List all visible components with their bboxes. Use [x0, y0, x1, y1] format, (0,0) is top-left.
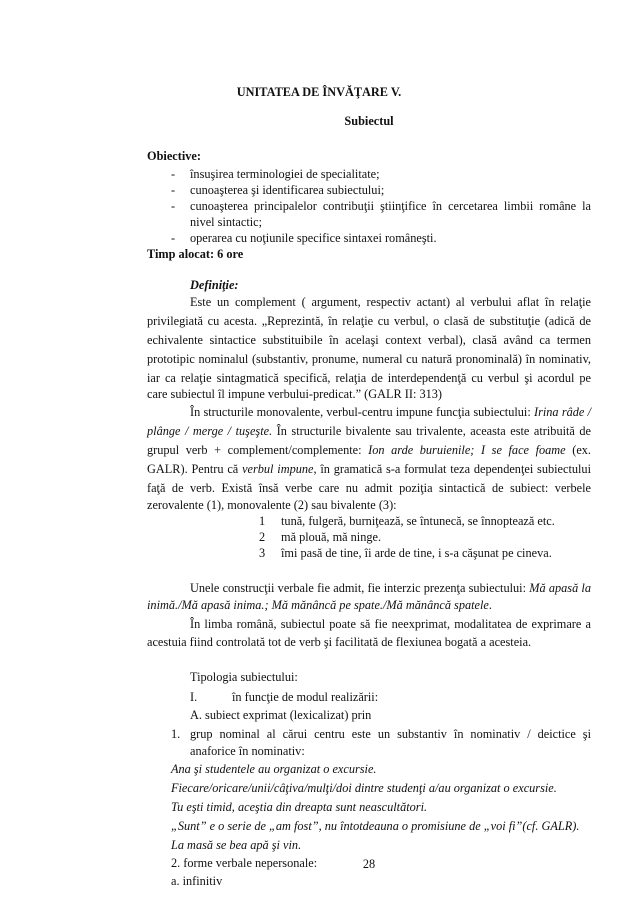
example-number-2: 2 [259, 530, 266, 544]
structures-line-4: GALR). Pentru că verbul impune, în gramatică s-a formulat teza dependenţei subiectului [147, 462, 591, 476]
objective-item-4: operarea cu noţiunile specifice sintaxei româneşti. [190, 231, 437, 245]
example-1: tună, fulgeră, burniţează, se întunecă, se înnoptează etc. [281, 514, 555, 528]
definition-line-3: echivalente sintactice substituibile în acelaşi context verbal), clasă având ca termen [147, 333, 591, 347]
objective-item-2: cunoaşterea şi identificarea subiectului; [190, 183, 385, 197]
example-number-1: 1 [259, 514, 266, 528]
example-sentence-4: „Sunt” e o serie de „am fost”, nu întotdeauna o promisiune de „voi fi”(cf. GALR). [171, 819, 580, 833]
bullet-1: - [171, 167, 176, 181]
constructions-line-1: Unele construcţii verbale fie admit, fie interzic prezenţa subiectului: Mă apasă la [190, 581, 591, 595]
typology-heading: Tipologia subiectului: [190, 670, 298, 684]
typology-number-1: 1. [171, 727, 181, 741]
structures-line-6: zerovalente (1), monovalente (2) sau bivalente (3): [147, 498, 397, 512]
typology-item-2-a: a. infinitiv [171, 874, 223, 888]
time-allocated: Timp alocat: 6 ore [147, 247, 244, 261]
typology-roman-text: în funcţie de modul realizării: [232, 690, 379, 704]
constructions-line-2: inimă./Mă apasă inima.; Mă mănâncă pe spate./Mă mănâncă spatele. [147, 598, 492, 612]
example-sentence-3: Tu eşti timid, aceştia din dreapta sunt neascultători. [171, 800, 428, 814]
example-2: mă plouă, mă ninge. [281, 530, 382, 544]
objective-item-1: însuşirea terminologiei de specialitate; [190, 167, 380, 181]
structures-line-5: faţă de verb. Există însă verbe care nu admit poziţia sintactică de subiect: verbele [147, 481, 591, 495]
definition-heading: Definiţie: [190, 278, 239, 292]
objective-item-3-cont: nivel sintactic; [190, 215, 263, 229]
bullet-3: - [171, 199, 176, 213]
definition-line-4: prototipic nominalul (substantiv, pronume, numeral cu natură pronominală) în nominativ, [147, 352, 591, 366]
example-sentence-2: Fiecare/oricare/unii/câţiva/mulţi/doi dintre studenţi a/au organizat o excursie. [171, 781, 557, 795]
definition-line-6: care subiectul îl impune verbului-predicat.” (GALR II: 313) [147, 387, 443, 401]
example-sentence-1: Ana şi studentele au organizat o excursie. [171, 762, 377, 776]
typology-item-1-line-2: anaforice în nominativ: [190, 744, 305, 758]
objectives-heading: Obiective: [147, 149, 201, 163]
definition-line-1: Este un complement ( argument, respectiv actant) al verbului aflat în relaţie [190, 295, 591, 309]
constructions-line-4: acestuia fiind controlată tot de verb şi facilitată de flexiunea bogată a acesteia. [147, 635, 532, 649]
example-sentence-5: La masă se bea apă şi vin. [171, 838, 302, 852]
structures-line-3: grupul verb + complement/complemente: Ion arde buruienile; I se face foame (ex. [147, 443, 592, 457]
typology-roman-numeral: I. [190, 690, 198, 704]
typology-sub-a: A. subiect exprimat (lexicalizat) prin [190, 708, 372, 722]
structures-line-2: plânge / merge / tuşeşte. În structurile bivalente sau trivalente, aceasta este atribuită de [147, 424, 591, 438]
bullet-4: - [171, 231, 176, 245]
objective-item-3: cunoaşterea principalelor contribuţii ştiinţifice în cercetarea limbii române la [190, 199, 591, 213]
constructions-line-3: În limba română, subiectul poate să fie neexprimat, modalitatea de exprimare a [190, 617, 591, 631]
example-number-3: 3 [259, 546, 266, 560]
example-3: îmi pasă de tine, îi arde de tine, i s-a căşunat pe cineva. [281, 546, 552, 560]
definition-line-2: privilegiată cu acesta. „Reprezintă, în relaţie cu verbul, o clasă de substituţie (adică de [147, 314, 591, 328]
unit-title: UNITATEA DE ÎNVĂŢARE V. [236, 85, 402, 99]
typology-item-1-line-1: grup nominal al cărui centru este un substantiv în nominativ / deictice şi [190, 727, 591, 741]
subject-title: Subiectul [344, 114, 394, 128]
typology-item-2: 2. forme verbale nepersonale: [171, 856, 318, 870]
definition-line-5: iar ca relaţie sintagmatică specifică, relaţia de interdependenţă cu verbul şi acordul pe [147, 371, 591, 385]
page-number: 28 [362, 857, 376, 871]
structures-line-1: În structurile monovalente, verbul-centru impune funcţia subiectului: Irina râde / [190, 405, 592, 419]
bullet-2: - [171, 183, 176, 197]
